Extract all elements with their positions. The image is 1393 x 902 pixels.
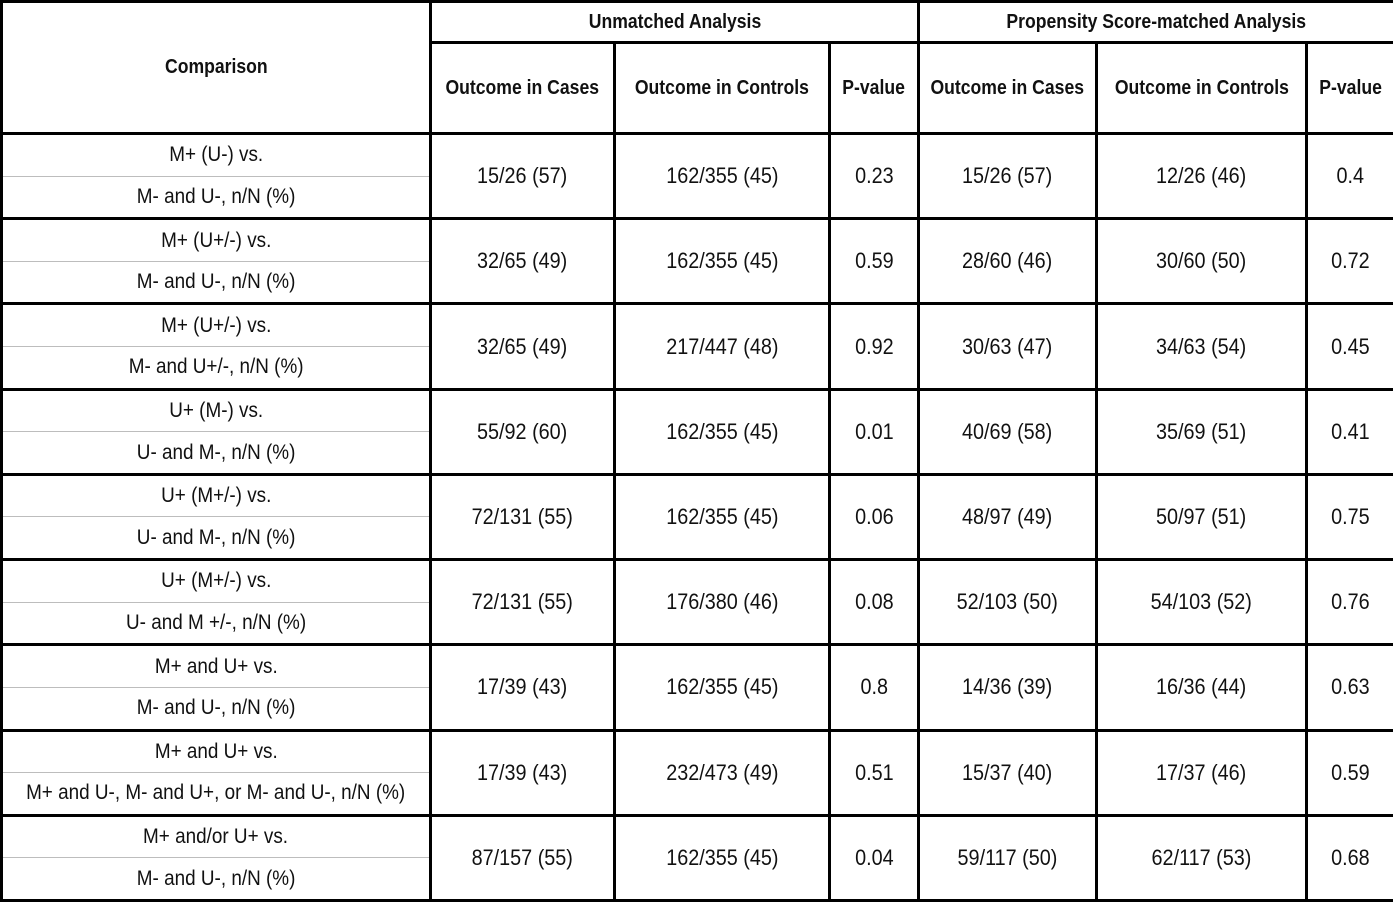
comparison-line-1: U+ (M+/-) vs. xyxy=(160,569,272,593)
header-matched-pvalue: P-value xyxy=(1307,43,1393,134)
unmatched-controls-cell: 162/355 (45) xyxy=(615,474,830,559)
matched-pvalue-cell: 0.4 xyxy=(1307,134,1393,219)
matched-controls-cell: 12/26 (46) xyxy=(1097,134,1307,219)
comparison-line-2: M- and U+/-, n/N (%) xyxy=(128,355,304,379)
table-row xyxy=(2,304,1393,389)
matched-cases-cell: 28/60 (46) xyxy=(919,219,1097,304)
header-matched-cases: Outcome in Cases xyxy=(919,43,1097,134)
comparison-line-2: M- and U-, n/N (%) xyxy=(136,270,296,294)
comparison-cell xyxy=(2,815,431,900)
unmatched-cases-cell: 72/131 (55) xyxy=(431,474,615,559)
matched-cases-cell: 40/69 (58) xyxy=(919,389,1097,474)
header-matched-controls: Outcome in Controls xyxy=(1097,43,1307,134)
table-row xyxy=(2,389,1393,474)
comparison-cell xyxy=(2,730,431,815)
matched-controls-cell: 30/60 (50) xyxy=(1097,219,1307,304)
matched-controls-cell: 16/36 (44) xyxy=(1097,645,1307,730)
unmatched-pvalue-cell: 0.01 xyxy=(830,389,919,474)
unmatched-controls-cell: 162/355 (45) xyxy=(615,389,830,474)
header-comparison: Comparison xyxy=(2,2,431,134)
unmatched-cases-cell: 72/131 (55) xyxy=(431,560,615,645)
unmatched-pvalue-cell: 0.8 xyxy=(830,645,919,730)
unmatched-pvalue-cell: 0.51 xyxy=(830,730,919,815)
comparison-cell xyxy=(2,389,431,474)
matched-pvalue-cell: 0.68 xyxy=(1307,815,1393,900)
unmatched-cases-cell: 55/92 (60) xyxy=(431,389,615,474)
table-row xyxy=(2,134,1393,219)
header-unmatched-pvalue: P-value xyxy=(830,43,919,134)
comparison-line-2: M- and U-, n/N (%) xyxy=(136,184,296,208)
comparison-cell xyxy=(2,219,431,304)
unmatched-controls-cell: 162/355 (45) xyxy=(615,219,830,304)
comparison-cell xyxy=(2,645,431,730)
comparison-line-1: M+ and/or U+ vs. xyxy=(143,825,289,849)
matched-controls-cell: 34/63 (54) xyxy=(1097,304,1307,389)
comparison-line-1: M+ and U+ vs. xyxy=(154,654,278,678)
comparison-line-1: M+ (U+/-) vs. xyxy=(160,228,272,252)
unmatched-controls-cell: 162/355 (45) xyxy=(615,134,830,219)
matched-pvalue-cell: 0.45 xyxy=(1307,304,1393,389)
matched-cases-cell: 48/97 (49) xyxy=(919,474,1097,559)
unmatched-cases-cell: 32/65 (49) xyxy=(431,219,615,304)
comparison-line-2: M+ and U-, M- and U+, or M- and U-, n/N (%) xyxy=(26,781,406,805)
comparison-line-2: U- and M-, n/N (%) xyxy=(136,440,296,464)
unmatched-controls-cell: 176/380 (46) xyxy=(615,560,830,645)
matched-controls-cell: 17/37 (46) xyxy=(1097,730,1307,815)
table-row xyxy=(2,219,1393,304)
unmatched-cases-cell: 17/39 (43) xyxy=(431,645,615,730)
comparison-line-1: U+ (M+/-) vs. xyxy=(160,484,272,508)
matched-pvalue-cell: 0.63 xyxy=(1307,645,1393,730)
header-unmatched-cases: Outcome in Cases xyxy=(431,43,615,134)
unmatched-pvalue-cell: 0.59 xyxy=(830,219,919,304)
unmatched-pvalue-cell: 0.08 xyxy=(830,560,919,645)
header-unmatched-analysis: Unmatched Analysis xyxy=(431,2,919,43)
matched-pvalue-cell: 0.76 xyxy=(1307,560,1393,645)
unmatched-controls-cell: 162/355 (45) xyxy=(615,815,830,900)
matched-cases-cell: 14/36 (39) xyxy=(919,645,1097,730)
comparison-line-1: M+ (U+/-) vs. xyxy=(160,313,272,337)
comparison-cell xyxy=(2,560,431,645)
comparison-line-2: M- and U-, n/N (%) xyxy=(136,866,296,890)
comparison-line-1: M+ and U+ vs. xyxy=(154,739,278,763)
matched-pvalue-cell: 0.59 xyxy=(1307,730,1393,815)
unmatched-controls-cell: 162/355 (45) xyxy=(615,645,830,730)
table-row xyxy=(2,815,1393,900)
unmatched-pvalue-cell: 0.92 xyxy=(830,304,919,389)
comparison-line-2: M- and U-, n/N (%) xyxy=(136,696,296,720)
unmatched-controls-cell: 232/473 (49) xyxy=(615,730,830,815)
comparison-cell xyxy=(2,304,431,389)
comparison-line-1: M+ (U-) vs. xyxy=(169,143,263,167)
table-row xyxy=(2,560,1393,645)
matched-controls-cell: 54/103 (52) xyxy=(1097,560,1307,645)
header-matched-analysis: Propensity Score-matched Analysis xyxy=(919,2,1393,43)
comparison-line-2: U- and M +/-, n/N (%) xyxy=(125,611,307,634)
table-body xyxy=(2,134,1393,901)
matched-cases-cell: 15/37 (40) xyxy=(919,730,1097,815)
header-unmatched-controls: Outcome in Controls xyxy=(615,43,830,134)
matched-controls-cell: 62/117 (53) xyxy=(1097,815,1307,900)
matched-pvalue-cell: 0.41 xyxy=(1307,389,1393,474)
comparison-line-2: U- and M-, n/N (%) xyxy=(136,525,296,549)
table-row xyxy=(2,645,1393,730)
matched-cases-cell: 30/63 (47) xyxy=(919,304,1097,389)
group-header-row xyxy=(2,2,1393,43)
table-row xyxy=(2,474,1393,559)
matched-cases-cell: 15/26 (57) xyxy=(919,134,1097,219)
matched-pvalue-cell: 0.75 xyxy=(1307,474,1393,559)
unmatched-pvalue-cell: 0.06 xyxy=(830,474,919,559)
comparison-cell xyxy=(2,134,431,219)
comparison-cell xyxy=(2,474,431,559)
unmatched-pvalue-cell: 0.04 xyxy=(830,815,919,900)
table-row xyxy=(2,730,1393,815)
unmatched-pvalue-cell: 0.23 xyxy=(830,134,919,219)
matched-controls-cell: 50/97 (51) xyxy=(1097,474,1307,559)
comparison-line-1: U+ (M-) vs. xyxy=(169,398,263,422)
matched-cases-cell: 52/103 (50) xyxy=(919,560,1097,645)
unmatched-controls-cell: 217/447 (48) xyxy=(615,304,830,389)
matched-pvalue-cell: 0.72 xyxy=(1307,219,1393,304)
unmatched-cases-cell: 87/157 (55) xyxy=(431,815,615,900)
matched-controls-cell: 35/69 (51) xyxy=(1097,389,1307,474)
unmatched-cases-cell: 32/65 (49) xyxy=(431,304,615,389)
unmatched-cases-cell: 15/26 (57) xyxy=(431,134,615,219)
matched-cases-cell: 59/117 (50) xyxy=(919,815,1097,900)
unmatched-cases-cell: 17/39 (43) xyxy=(431,730,615,815)
